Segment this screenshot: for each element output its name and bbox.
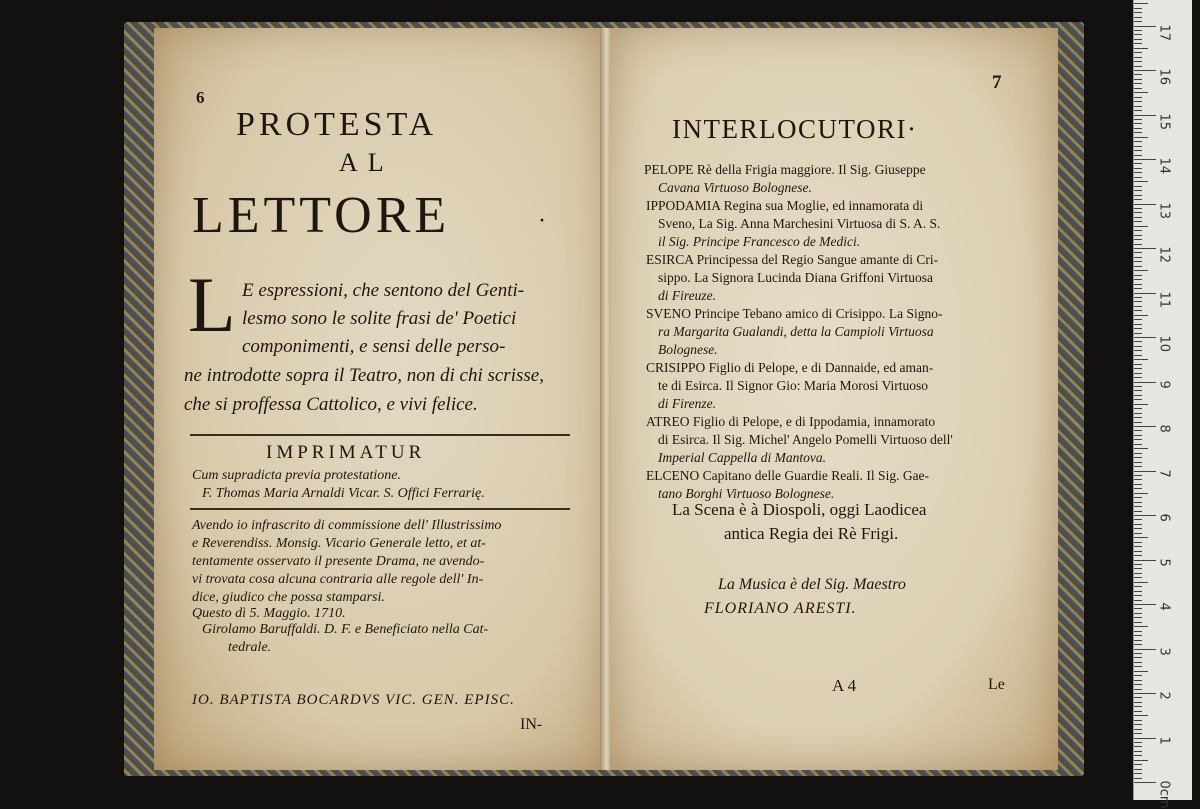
ruler-tick (1134, 390, 1142, 391)
ruler-tick (1134, 39, 1142, 40)
scene-line: antica Regia dei Rè Frigi. (724, 524, 899, 543)
ruler-tick (1134, 551, 1142, 552)
role-line: Bolognese. (658, 342, 718, 357)
role-line: di Firenze. (658, 396, 716, 411)
ruler-tick (1134, 368, 1142, 369)
ruler-tick (1134, 79, 1142, 80)
ruler-tick (1134, 417, 1142, 418)
ruler-tick (1134, 230, 1142, 231)
catchword: IN- (520, 716, 543, 733)
ruler-tick (1134, 208, 1142, 209)
ruler-tick (1134, 150, 1142, 151)
imprimatur-heading: IMPRIMATUR (266, 442, 426, 463)
ruler-tick (1134, 649, 1156, 650)
ruler-tick (1134, 132, 1142, 133)
ruler-tick (1134, 439, 1142, 440)
ruler-tick (1134, 146, 1142, 147)
ruler-tick (1134, 244, 1142, 245)
ruler-tick (1134, 115, 1156, 116)
ruler-tick (1134, 738, 1156, 739)
ruler-tick (1134, 341, 1142, 342)
imprimatur-line: F. Thomas Maria Arnaldi Vicar. S. Offici Ferrarię. (202, 486, 485, 501)
ruler-tick (1134, 377, 1142, 378)
ruler-tick (1134, 275, 1142, 276)
ruler-tick (1134, 608, 1142, 609)
ruler-tick (1134, 635, 1142, 636)
ruler-label: 3 (1156, 647, 1172, 656)
ruler-tick (1134, 190, 1142, 191)
ruler-tick (1134, 493, 1148, 494)
ruler-tick (1134, 497, 1142, 498)
ruler-tick (1134, 684, 1142, 685)
role-line: Sveno, La Sig. Anna Marchesini Virtuosa di S. A. S. (658, 216, 941, 231)
ruler-tick (1134, 204, 1156, 205)
ruler-tick (1134, 711, 1142, 712)
role-line: SVENO Principe Tebano amico di Crisippo. La Signo- (646, 306, 943, 321)
role-line: sippo. La Signora Lucinda Diana Griffoni Virtuosa (658, 270, 934, 285)
left-page (154, 28, 604, 770)
ruler-tick (1134, 564, 1142, 565)
ruler-tick (1134, 773, 1142, 774)
ruler-tick (1134, 746, 1142, 747)
role-line: ATREO Figlio di Pelope, e di Ippodamia, innamorato (646, 414, 936, 429)
role-line: IPPODAMIA Regina sua Moglie, ed innamorata di (646, 198, 924, 213)
ruler-label: 5 (1156, 558, 1172, 567)
ruler-tick (1134, 577, 1142, 578)
ruler-tick (1134, 466, 1142, 467)
ruler-tick (1134, 631, 1142, 632)
role-line: Cavana Virtuoso Bolognese. (658, 180, 812, 195)
ruler-tick (1134, 43, 1142, 44)
ruler-tick (1134, 706, 1142, 707)
ruler-tick (1134, 488, 1142, 489)
drop-initial: L (188, 261, 236, 348)
ruler-tick (1134, 101, 1142, 102)
ruler-tick (1134, 671, 1148, 672)
ruler-tick (1134, 435, 1142, 436)
ruler-tick (1134, 702, 1142, 703)
ruler-tick (1134, 279, 1142, 280)
ruler-tick (1134, 195, 1142, 196)
ruler-tick (1134, 177, 1142, 178)
ruler-tick (1134, 595, 1142, 596)
censor-line: Questo dì 5. Maggio. 1710. (192, 606, 346, 621)
title-interlocutori: INTERLOCUTORI· (672, 114, 918, 144)
ruler-tick (1134, 217, 1142, 218)
ruler-tick (1134, 653, 1142, 654)
ruler-tick (1134, 221, 1142, 222)
ruler-label: 7 (1156, 469, 1172, 478)
ruler-tick (1134, 310, 1142, 311)
role-line: Imperial Cappella di Mantova. (658, 450, 826, 465)
ruler-tick (1134, 528, 1142, 529)
ruler-tick (1134, 657, 1142, 658)
ruler-tick (1134, 524, 1142, 525)
ruler-tick (1134, 386, 1142, 387)
ruler-tick (1134, 17, 1142, 18)
ruler-tick (1134, 475, 1142, 476)
ruler-tick (1134, 284, 1142, 285)
title-protesta: PROTESTA (236, 106, 438, 143)
ruler-tick (1134, 212, 1142, 213)
title-lettore: LETTORE (192, 187, 451, 244)
ruler-tick (1134, 626, 1148, 627)
right-page (610, 28, 1058, 770)
signature-mark: A 4 (832, 676, 857, 695)
ruler-tick (1134, 293, 1156, 294)
ruler-tick (1134, 106, 1142, 107)
ruler-tick (1134, 141, 1142, 142)
role-line: tano Borghi Virtuoso Bolognese. (658, 486, 835, 501)
ruler-tick (1134, 604, 1156, 605)
ruler-tick (1134, 742, 1142, 743)
ruler-label: 4 (1156, 602, 1172, 611)
ruler-tick (1134, 399, 1142, 400)
ruler-tick (1134, 288, 1142, 289)
role-line: di Esirca. Il Sig. Michel' Angelo Pomelli Virtuoso dell' (658, 432, 953, 447)
ruler-tick (1134, 471, 1156, 472)
ruler-label: 10 (1156, 335, 1172, 353)
ruler-tick (1134, 689, 1142, 690)
para-line: componimenti, e sensi delle perso- (242, 336, 506, 357)
para-line: che si proffessa Cattolico, e vivi felice. (184, 394, 478, 415)
role-line: PELOPE Rè della Frigia maggiore. Il Sig. Giuseppe (644, 162, 926, 177)
ruler-tick (1134, 560, 1156, 561)
ruler-tick (1134, 591, 1142, 592)
ruler-tick (1134, 573, 1142, 574)
censor-line: tedrale. (228, 640, 272, 655)
ruler-tick (1134, 301, 1142, 302)
ruler-tick (1134, 519, 1142, 520)
ruler-tick (1134, 568, 1142, 569)
ruler-tick (1134, 430, 1142, 431)
ruler-tick (1134, 693, 1156, 694)
ruler-tick (1134, 159, 1156, 160)
ruler-tick (1134, 52, 1142, 53)
ruler-tick (1134, 515, 1156, 516)
ruler-tick (1134, 252, 1142, 253)
role-line: ESIRCA Principessa del Regio Sangue amante di Cri- (646, 252, 939, 267)
role-line: ELCENO Capitano delle Guardie Reali. Il Sig. Gae- (646, 468, 930, 483)
censor-line: e Reverendiss. Monsig. Vicario Generale letto, et at- (192, 536, 486, 551)
censor-line: tentamente osservato il presente Drama, ne avendo- (192, 554, 485, 569)
ruler-tick (1134, 119, 1142, 120)
ruler-tick (1134, 257, 1142, 258)
ruler-tick (1134, 484, 1142, 485)
censor-line: vi trovata cosa alcuna contraria alle regole dell' In- (192, 572, 484, 587)
ruler-tick (1134, 622, 1142, 623)
para-line: ne introdotte sopra il Teatro, non di chi scrisse, (184, 365, 544, 386)
ruler-tick (1134, 92, 1148, 93)
ruler-tick (1134, 413, 1142, 414)
censor-line: Girolamo Baruffaldi. D. F. e Beneficiato nella Cat- (202, 622, 489, 637)
ruler-tick (1134, 720, 1142, 721)
ruler-tick (1134, 662, 1142, 663)
ruler-tick (1134, 395, 1142, 396)
ruler-tick (1134, 48, 1148, 49)
ruler-tick (1134, 12, 1142, 13)
ruler-tick (1134, 261, 1142, 262)
censor-line: Avendo io infrascrito di commissione dell' Illustrissimo (192, 518, 502, 533)
ruler-tick (1134, 359, 1148, 360)
ruler-tick (1134, 88, 1142, 89)
page-number: 6 (196, 88, 205, 107)
ruler-tick (1134, 600, 1142, 601)
role-line: te di Esirca. Il Signor Gio: Maria Morosi Virtuoso (658, 378, 929, 393)
ruler-label: 2 (1156, 691, 1172, 700)
ruler-tick (1134, 546, 1142, 547)
ruler-tick (1134, 582, 1148, 583)
ruler-tick (1134, 426, 1156, 427)
ruler-tick (1134, 422, 1142, 423)
ruler-tick (1134, 364, 1142, 365)
ruler-tick (1134, 66, 1142, 67)
ruler-tick (1134, 640, 1142, 641)
ruler-tick (1134, 181, 1148, 182)
composer-name: FLORIANO ARESTI. (704, 600, 857, 617)
ruler-label: 17 (1156, 24, 1172, 41)
ruler-tick (1134, 729, 1142, 730)
ruler-tick (1134, 70, 1156, 71)
ruler-tick (1134, 675, 1142, 676)
music-line: La Musica è del Sig. Maestro (718, 576, 906, 593)
ruler-tick (1134, 199, 1142, 200)
ruler-tick (1134, 172, 1142, 173)
ruler-tick (1134, 333, 1142, 334)
title-dot: · (538, 208, 546, 234)
divider (190, 508, 570, 510)
role-line: il Sig. Principe Francesco de Medici. (658, 234, 861, 249)
ruler-tick (1134, 57, 1142, 58)
ruler-tick (1134, 373, 1142, 374)
ruler-tick (1134, 448, 1148, 449)
ruler-tick (1134, 382, 1156, 383)
ruler-tick (1134, 137, 1148, 138)
ruler-tick (1134, 511, 1142, 512)
ruler-tick (1134, 613, 1142, 614)
ruler-tick (1134, 697, 1142, 698)
ruler-tick (1134, 555, 1142, 556)
ruler-label: 12 (1156, 246, 1172, 264)
ruler-tick (1134, 128, 1142, 129)
title-al: AL (339, 148, 394, 177)
ruler-tick (1134, 26, 1156, 27)
ruler-tick (1134, 453, 1142, 454)
ruler-tick (1134, 30, 1142, 31)
ruler-label: 13 (1156, 202, 1172, 219)
ruler-label: 6 (1156, 513, 1172, 522)
ruler-label: 15 (1156, 113, 1172, 130)
divider (190, 434, 570, 436)
page-number: 7 (992, 72, 1002, 93)
ruler-label: 11 (1156, 291, 1172, 308)
ruler-tick (1134, 324, 1142, 325)
ruler-tick (1134, 479, 1142, 480)
ruler-tick (1134, 350, 1142, 351)
ruler-tick (1134, 778, 1142, 779)
ruler-tick (1134, 83, 1142, 84)
ruler-tick (1134, 328, 1142, 329)
ruler-tick (1134, 306, 1142, 307)
imprimatur-line: Cum supradicta previa protestatione. (192, 468, 401, 483)
ruler-tick (1134, 586, 1142, 587)
role-line: CRISIPPO Figlio di Pelope, e di Dannaide, ed aman- (646, 360, 934, 375)
ruler-label: 1 (1156, 736, 1172, 745)
ruler-tick (1134, 346, 1142, 347)
ruler-tick (1134, 8, 1142, 9)
para-line: E espressioni, che sentono del Genti- (242, 280, 525, 301)
ruler-tick (1134, 337, 1156, 338)
ruler-tick (1134, 61, 1142, 62)
ruler-tick (1134, 110, 1142, 111)
ruler-label: 9 (1156, 380, 1172, 389)
ruler-tick (1134, 3, 1148, 4)
ruler-tick (1134, 239, 1142, 240)
ruler-tick (1134, 617, 1142, 618)
ruler-label: 16 (1156, 68, 1172, 86)
ruler-tick (1134, 724, 1142, 725)
ruler-tick (1134, 297, 1142, 298)
ruler-tick (1134, 769, 1142, 770)
ruler-tick (1134, 226, 1148, 227)
ruler-tick (1134, 457, 1142, 458)
ruler-tick (1134, 715, 1148, 716)
measuring-ruler (1133, 0, 1192, 809)
bocardus-signature: IO. BAPTISTA BOCARDVS VIC. GEN. EPISC. (192, 692, 515, 708)
ruler-tick (1134, 782, 1156, 783)
ruler-tick (1134, 733, 1142, 734)
ruler-tick (1134, 680, 1142, 681)
ruler-tick (1134, 537, 1148, 538)
ruler-tick (1134, 542, 1142, 543)
role-line: ra Margarita Gualandi, detta la Campioli Virtuosa (658, 324, 934, 339)
ruler-tick (1134, 764, 1142, 765)
ruler-label: 14 (1156, 157, 1172, 175)
ruler-tick (1134, 502, 1142, 503)
ruler-tick (1134, 462, 1142, 463)
ruler-label: 8 (1156, 424, 1172, 433)
censor-line: dice, giudico che possa stamparsi. (192, 590, 385, 605)
para-line: lesmo sono le solite frasi de' Poetici (242, 308, 517, 329)
ruler-tick (1134, 751, 1142, 752)
ruler-tick (1134, 666, 1142, 667)
catchword: Le (988, 676, 1005, 693)
role-line: di Fireuze. (658, 288, 716, 303)
ruler-tick (1134, 266, 1142, 267)
ruler-tick (1134, 123, 1142, 124)
ruler-tick (1134, 444, 1142, 445)
ruler-tick (1134, 155, 1142, 156)
ruler-tick (1134, 34, 1142, 35)
ruler-tick (1134, 97, 1142, 98)
ruler-tick (1134, 404, 1148, 405)
ruler-tick (1134, 248, 1156, 249)
ruler-tick (1134, 163, 1142, 164)
ruler-tick (1134, 644, 1142, 645)
ruler-tick (1134, 533, 1142, 534)
ruler-tick (1134, 235, 1142, 236)
ruler-tick (1134, 168, 1142, 169)
ruler-tick (1134, 319, 1142, 320)
ruler-tick (1134, 186, 1142, 187)
ruler-label: 0cm (1156, 780, 1172, 809)
ruler-tick (1134, 760, 1148, 761)
ruler-tick (1134, 74, 1142, 75)
scene-line: La Scena è à Diospoli, oggi Laodicea (672, 500, 927, 519)
ruler-tick (1134, 755, 1142, 756)
ruler-tick (1134, 355, 1142, 356)
ruler-tick (1134, 506, 1142, 507)
ruler-tick (1134, 408, 1142, 409)
ruler-tick (1134, 21, 1142, 22)
ruler-tick (1134, 315, 1148, 316)
ruler-tick (1134, 270, 1148, 271)
